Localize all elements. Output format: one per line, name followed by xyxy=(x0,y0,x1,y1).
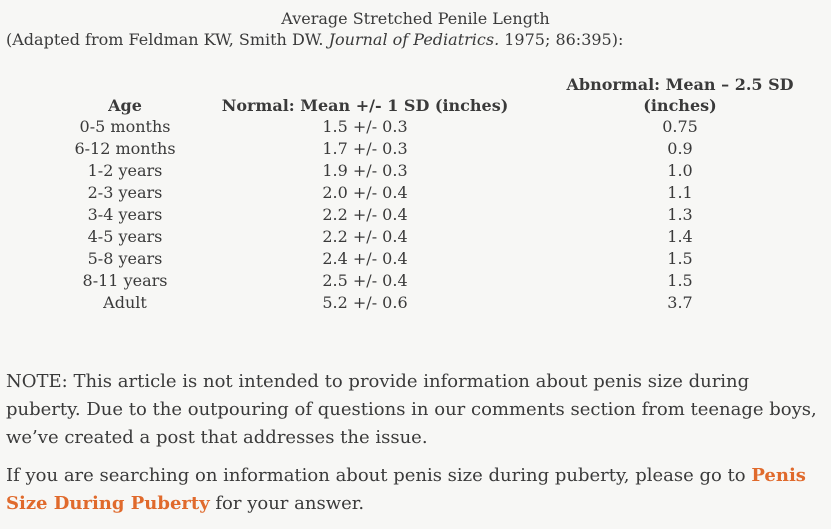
cell-normal: 5.2 +/- 0.6 xyxy=(322,293,408,312)
table-row xyxy=(50,248,830,270)
cell-abnormal: 1.1 xyxy=(667,183,693,202)
puberty-paragraph xyxy=(6,462,826,518)
cell-abnormal: 1.5 xyxy=(667,271,693,290)
table-row xyxy=(50,204,830,226)
caption-source-prefix: (Adapted from Feldman KW, Smith DW. xyxy=(6,30,324,49)
cell-normal: 1.7 +/- 0.3 xyxy=(322,139,408,158)
caption-title: Average Stretched Penile Length xyxy=(281,9,550,28)
cell-abnormal: 0.75 xyxy=(662,117,698,136)
puberty-paragraph-suffix: for your answer. xyxy=(209,493,365,514)
table-header-row xyxy=(50,70,830,116)
cell-normal: 1.9 +/- 0.3 xyxy=(322,161,408,180)
cell-normal: 2.2 +/- 0.4 xyxy=(322,227,408,246)
header-abnormal xyxy=(530,70,830,116)
header-abnormal-line2: (inches) xyxy=(643,96,717,115)
table-row xyxy=(50,138,830,160)
cell-age: Adult xyxy=(103,293,147,312)
table-row xyxy=(50,116,830,138)
cell-age: 3-4 years xyxy=(87,205,163,224)
table-row xyxy=(50,270,830,292)
cell-age: 5-8 years xyxy=(87,249,163,268)
caption-source-journal: Journal of Pediatrics. xyxy=(328,30,500,49)
cell-abnormal: 1.3 xyxy=(667,205,693,224)
cell-abnormal: 0.9 xyxy=(667,139,693,158)
cell-age: 8-11 years xyxy=(82,271,168,290)
cell-age: 4-5 years xyxy=(87,227,163,246)
cell-age: 0-5 months xyxy=(79,117,171,136)
header-abnormal-line1: Abnormal: Mean – 2.5 SD xyxy=(566,75,794,94)
caption-source xyxy=(0,29,831,50)
cell-normal: 1.5 +/- 0.3 xyxy=(322,117,408,136)
cell-age: 2-3 years xyxy=(87,183,163,202)
note-paragraph: NOTE: This article is not intended to provide information about penis size during puberty. Due to the outpouring of questions in our comments section from teenage boys, we’ve created a post that addresses the issue. xyxy=(6,371,817,448)
header-normal: Normal: Mean +/- 1 SD (inches) xyxy=(221,96,509,115)
cell-normal: 2.5 +/- 0.4 xyxy=(322,271,408,290)
table-row xyxy=(50,226,830,248)
cell-age: 6-12 months xyxy=(74,139,176,158)
cell-normal: 2.4 +/- 0.4 xyxy=(322,249,408,268)
cell-abnormal: 1.0 xyxy=(667,161,693,180)
cell-age: 1-2 years xyxy=(87,161,163,180)
table-row xyxy=(50,182,830,204)
cell-normal: 2.0 +/- 0.4 xyxy=(322,183,408,202)
penis-size-during-puberty-link[interactable]: Penis Size During Puberty xyxy=(6,465,806,514)
table-row xyxy=(50,160,830,182)
penile-length-table xyxy=(50,70,830,314)
cell-abnormal: 3.7 xyxy=(667,293,693,312)
cell-abnormal: 1.4 xyxy=(667,227,693,246)
puberty-paragraph-prefix: If you are searching on information about penis size during puberty, please go to xyxy=(6,465,752,486)
cell-normal: 2.2 +/- 0.4 xyxy=(322,205,408,224)
caption-source-suffix: 1975; 86:395): xyxy=(504,30,624,49)
table-row xyxy=(50,292,830,314)
table-caption xyxy=(0,8,831,50)
article-note xyxy=(6,368,826,528)
cell-abnormal: 1.5 xyxy=(667,249,693,268)
header-age: Age xyxy=(108,96,142,115)
